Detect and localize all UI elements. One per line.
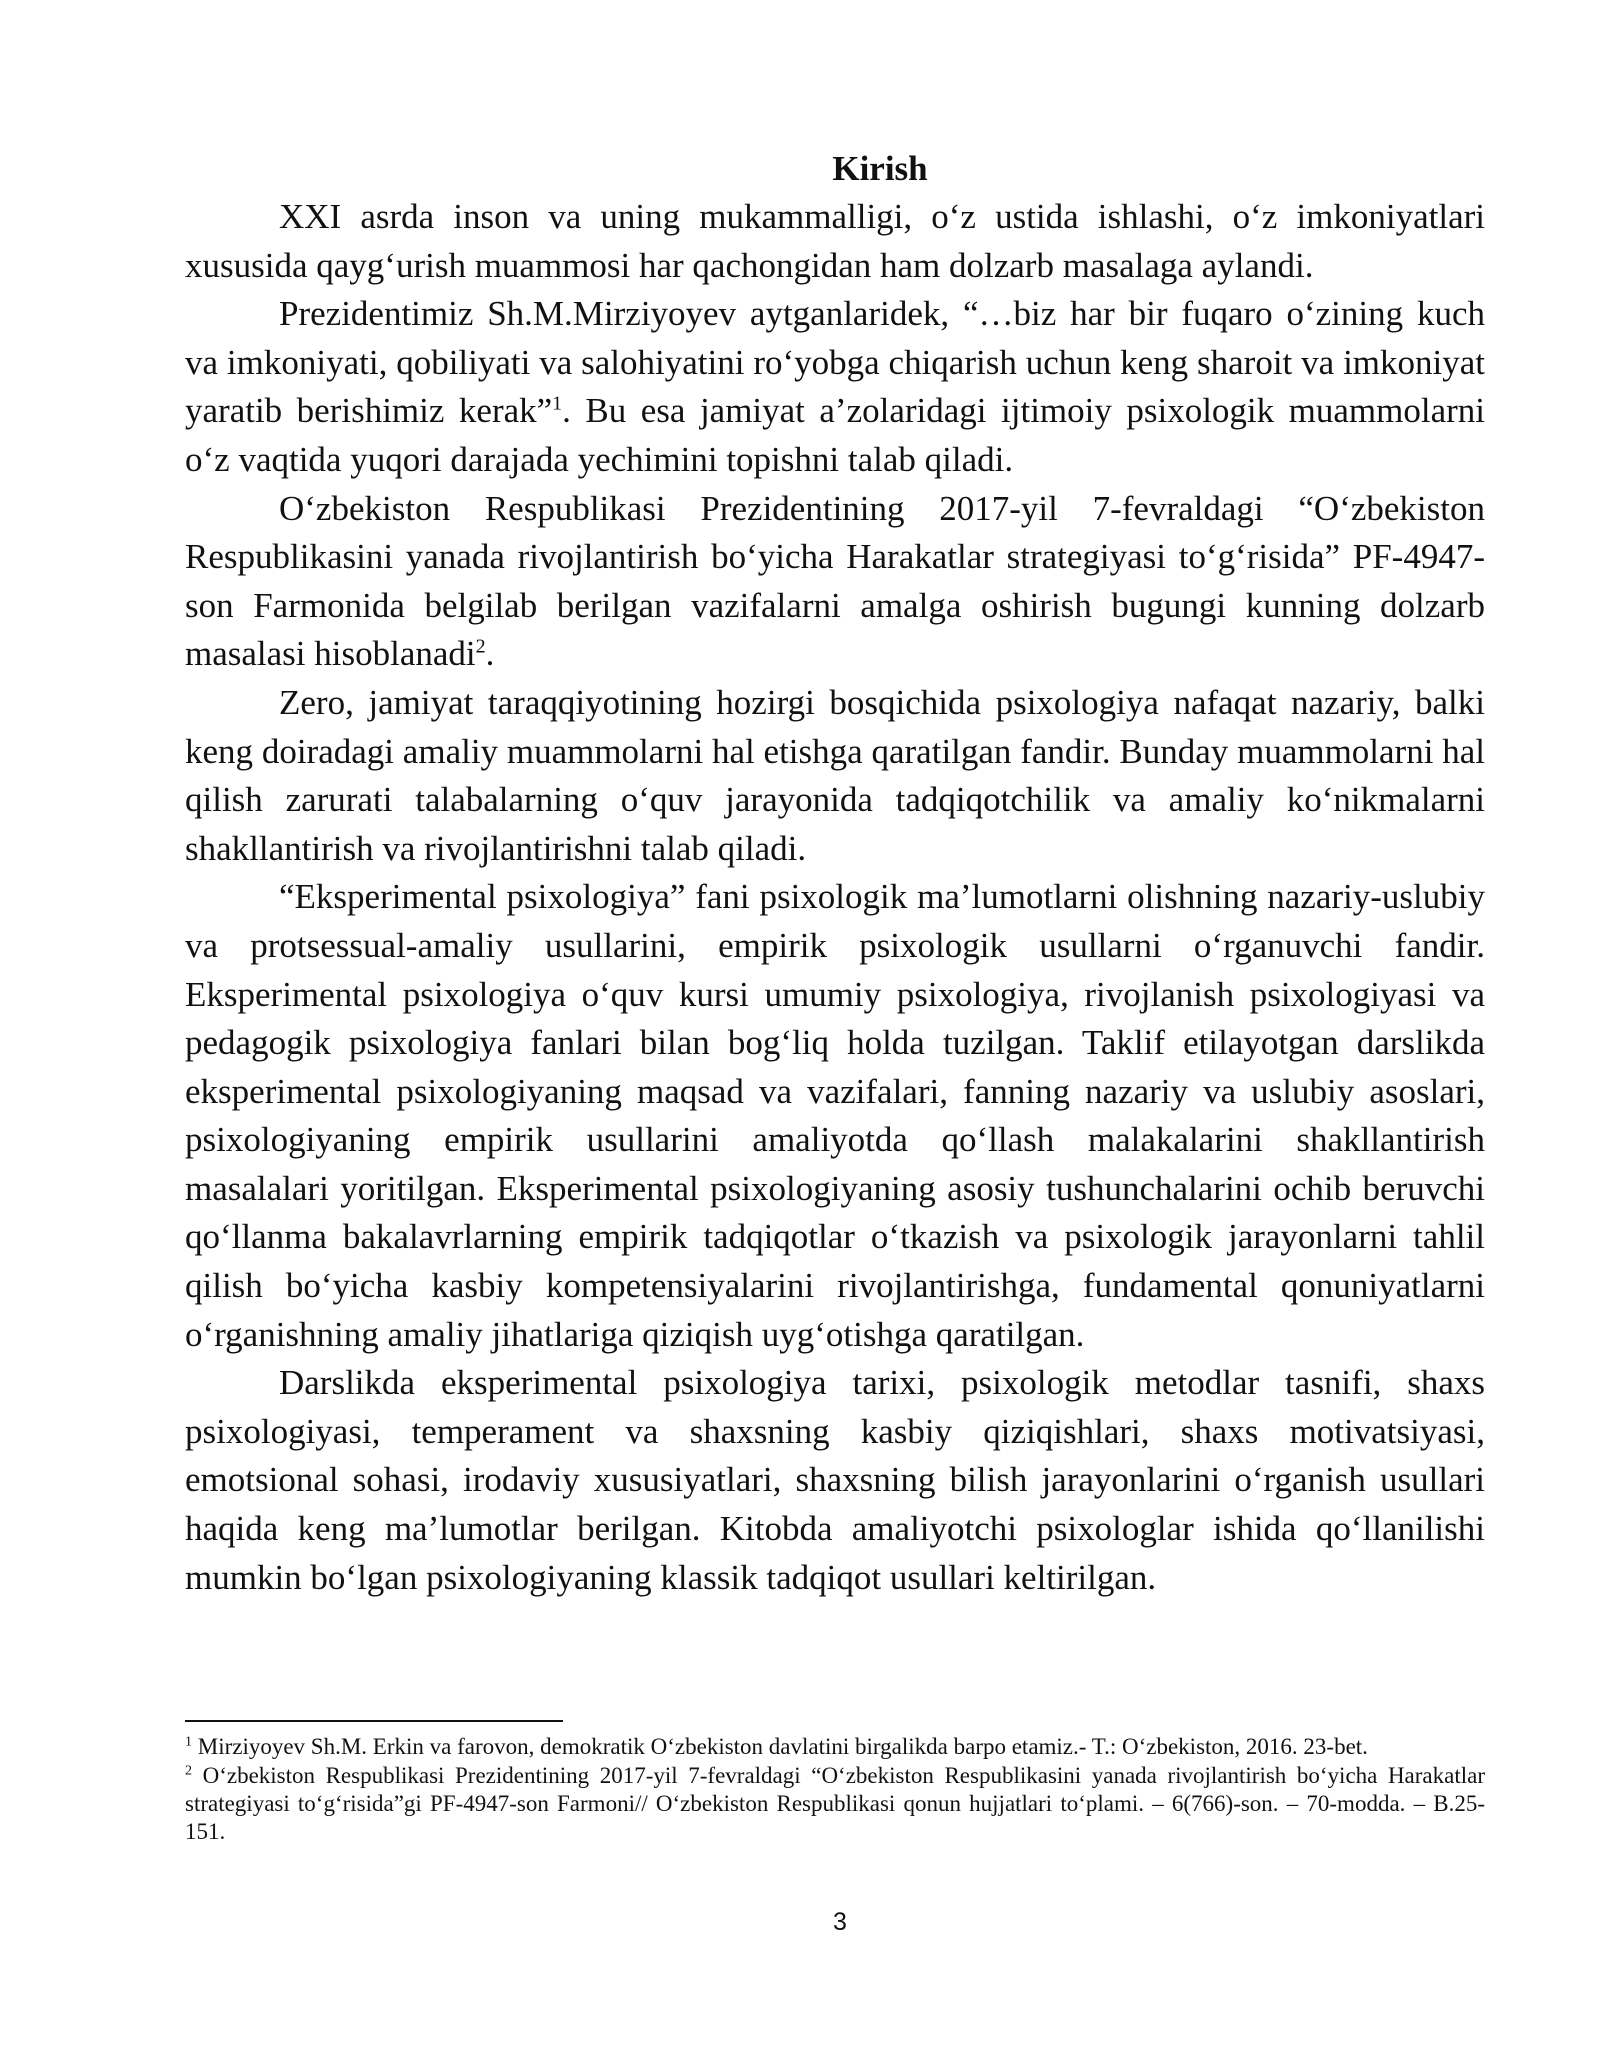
paragraph-text: Darslikda eksperimental psixologiya tarixi, psixologik metodlar tasnifi, shaxs psixologiyasi, temperament va shaxsning kasbiy qiziqishlari, shaxs motivatsiyasi, emotsional sohasi, irodaviy xususiyatlari, shaxsning bilish jarayonlarini o‘rganish usullari haqida keng ma’lumotlar berilgan. Kitobda amaliyotchi psixologlar ishida qo‘llanilishi mumkin bo‘lgan psixologiyaning klassik tadqiqot usullari keltirilgan. <box>185 1363 1485 1597</box>
paragraph-text: “Eksperimental psixologiya” fani psixologik ma’lumotlarni olishning nazariy-uslubiy va protsessual-amaliy usullarini, empirik psixologik usullarni o‘rganuvchi fandir. Eksperimental psixologiya o‘quv kursi umumiy psixologiya, rivojlanish psixologiyasi va pedagogik psixologiya fanlari bilan bog‘liq holda tuzilgan. Taklif etilayotgan darslikda eksperimental psixologiyaning maqsad va vazifalari, fanning nazariy va uslubiy asoslari, psixologiyaning empirik usullarini amaliyotda qo‘llash malakalarini shakllantirish masalalari yoritilgan. Eksperimental psixologiyaning asosiy tushunchalarini ochib beruvchi qo‘llanma bakalavrlarning empirik tadqiqotlar o‘tkazish va psixologik jarayonlarni tahlil qilish bo‘yicha kasbiy kompetensiyalarini rivojlantirishga, fundamental qonuniyatlarni o‘rganishning amaliy jihatlariga qiziqish uyg‘otishga qaratilgan. <box>185 877 1485 1354</box>
footnote-2 <box>185 1762 1485 1846</box>
paragraph-5 <box>185 873 1485 1359</box>
paragraph-2 <box>185 290 1485 484</box>
footnote-ref-1[interactable]: 1 <box>552 392 563 415</box>
footnote-text: Mirziyoyev Sh.M. Erkin va farovon, demokratik O‘zbekiston davlatini birgalikda barpo etamiz.- T.: O‘zbekiston, 2016. 23-bet. <box>192 1734 1368 1759</box>
paragraph-text-after: . Bu esa jamiyat a’zolaridagi ijtimoiy psixologik muammolarni o‘z vaqtida yuqori darajada yechimini topishni talab qiladi. <box>185 391 1485 479</box>
paragraph-6 <box>185 1359 1485 1602</box>
paragraph-text-after: . <box>485 634 495 674</box>
paragraph-text: Zero, jamiyat taraqqiyotining hozirgi bosqichida psixologiya nafaqat nazariy, balki keng doiradagi amaliy muammolarni hal etishga qaratilgan fandir. Bunday muammolarni hal qilish zarurati talabalarning o‘quv jarayonida tadqiqotchilik va amaliy ko‘nikmalarni shakllantirish va rivojlantirishni talab qiladi. <box>185 682 1485 868</box>
paragraph-text: Prezidentimiz Sh.M.Mirziyoyev aytganlaridek, “…biz har bir fuqaro o‘zining kuch va imkoniyati, qobiliyati va salohiyatini ro‘yobga chiqarish uchun keng sharoit va imkoniyat yaratib berishimiz kerak” <box>185 294 1485 431</box>
footnote-separator <box>185 1720 563 1722</box>
footnote-number: 1 <box>185 1734 192 1750</box>
footnote-ref-2[interactable]: 2 <box>475 635 486 658</box>
footnote-number: 2 <box>185 1763 192 1779</box>
footnote-text: O‘zbekiston Respublikasi Prezidentining 2017-yil 7-fevraldagi “O‘zbekiston Respublikasini yanada rivojlantirish bo‘yicha Harakatlar strategiyasi to‘g‘risida”gi PF-4947-son Farmoni// O‘zbekiston Respublikasi qonun hujjatlari to‘plami. – 6(766)-son. – 70-modda. – B.25-151. <box>185 1763 1485 1844</box>
paragraph-1 <box>185 193 1485 290</box>
footnotes <box>185 1733 1485 1847</box>
paragraph-4 <box>185 679 1485 873</box>
footnote-1 <box>185 1733 1485 1761</box>
paragraph-text: XXI asrda inson va uning mukammalligi, o‘z ustida ishlashi, o‘z imkoniyatlari xususida qayg‘urish muammosi har qachongidan ham dolzarb masalaga aylandi. <box>185 197 1485 285</box>
page-number: 3 <box>833 1908 847 1936</box>
body-text <box>185 145 1485 1602</box>
section-title: Kirish <box>832 149 928 188</box>
paragraph-3 <box>185 485 1485 679</box>
paragraph-text: O‘zbekiston Respublikasi Prezidentining 2017-yil 7-fevraldagi “O‘zbekiston Respublikasini yanada rivojlantirish bo‘yicha Harakatlar strategiyasi to‘g‘risida” PF-4947-son Farmonida belgilab berilgan vazifalarni amalga oshirish bugungi kunning dolzarb masalasi hisoblanadi <box>185 488 1485 674</box>
